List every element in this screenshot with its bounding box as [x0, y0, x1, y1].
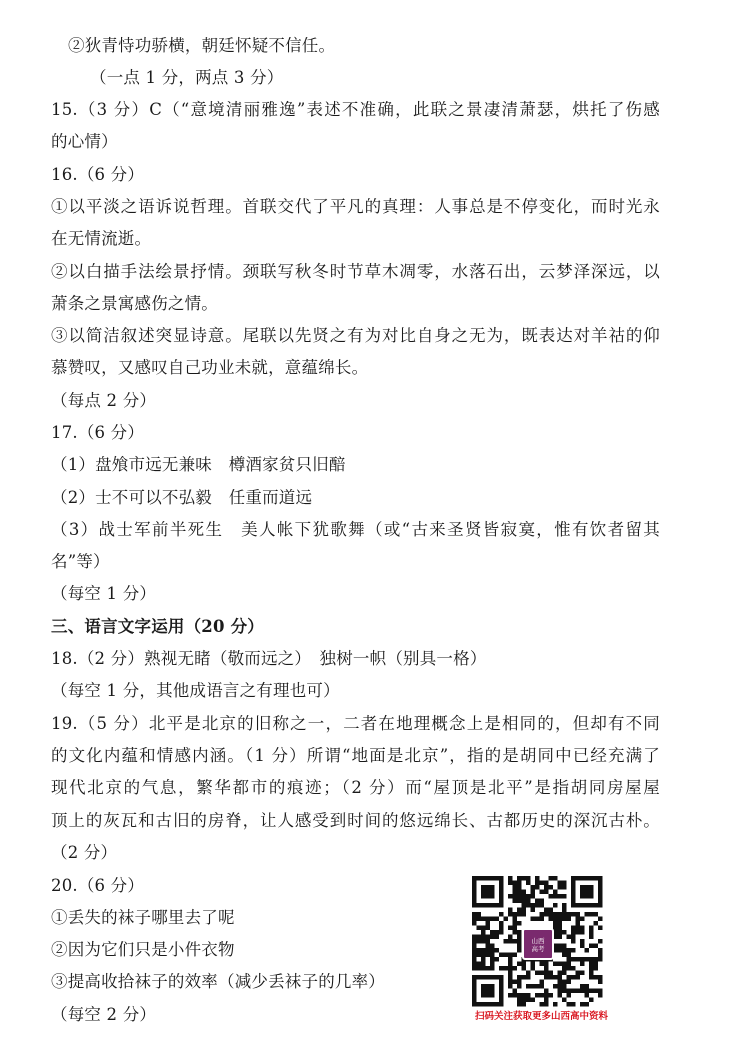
qr-logo-line-1: 山西: [531, 937, 545, 945]
text-line-25: 顶上的灰瓦和古旧的房脊，让人感受到时间的悠远绵长、古都历史的深沉古朴。: [51, 811, 660, 830]
qr-caption: 扫码关注获取更多山西高中资料: [474, 1011, 608, 1022]
text-line-9: 萧条之景寓感伤之情。: [51, 294, 218, 313]
text-line-29: ②因为它们只是小件衣物: [51, 940, 235, 959]
text-line-3: 15.（3 分）C（“意境清丽雅逸”表述不准确，此联之景凄清萧瑟，烘托了伤感: [51, 100, 660, 119]
text-line-8: ②以白描手法绘景抒情。颈联写秋冬时节草木凋零，水落石出，云梦泽深远，以: [51, 262, 660, 281]
text-line-4: 的心情）: [51, 132, 118, 151]
text-line-1: ②狄青恃功骄横，朝廷怀疑不信任。: [68, 36, 336, 55]
text-line-2: （一点 1 分，两点 3 分）: [90, 68, 284, 87]
text-line-21: （每空 1 分，其他成语言之有理也可）: [51, 681, 340, 700]
text-line-18: （每空 1 分）: [51, 584, 157, 603]
section-heading: 三、语言文字运用（20 分）: [51, 617, 265, 636]
text-line-14: （1）盘飧市远无兼味 樽酒家贫只旧醅: [51, 455, 346, 474]
qr-logo-icon: [522, 928, 554, 960]
text-line-17: 名”等）: [51, 552, 110, 571]
text-line-11: 慕赞叹，又感叹自己功业未就，意蕴绵长。: [51, 358, 369, 377]
text-line-10: ③以简洁叙述突显诗意。尾联以先贤之有为对比自身之无为，既表达对羊祜的仰: [51, 326, 660, 345]
text-line-6: ①以平淡之语诉说哲理。首联交代了平凡的真理：人事总是不停变化，而时光永: [51, 197, 660, 216]
text-line-30: ③提高收拾袜子的效率（减少丢袜子的几率）: [51, 972, 385, 991]
text-line-27: 20.（6 分）: [51, 876, 145, 895]
text-line-22: 19.（5 分）北平是北京的旧称之一，二者在地理概念上是相同的，但却有不同: [51, 714, 660, 733]
qr-logo-line-2: 高考: [531, 945, 545, 953]
text-line-23: 的文化内蕴和情感内涵。（1 分）所谓“地面是北京”，指的是胡同中已经充满了: [51, 746, 660, 765]
text-line-20: 18.（2 分）熟视无睹（敬而远之） 独树一帜（别具一格）: [51, 649, 487, 668]
text-line-7: 在无情流逝。: [51, 229, 152, 248]
text-line-5: 16.（6 分）: [51, 165, 145, 184]
text-line-16: （3）战士军前半死生 美人帐下犹歌舞（或“古来圣贤皆寂寞，惟有饮者留其: [51, 520, 660, 539]
text-line-24: 现代北京的气息，繁华都市的痕迹；（2 分）而“屋顶是北平”是指胡同房屋屋: [51, 778, 660, 797]
text-line-15: （2）士不可以不弘毅 任重而道远: [51, 488, 313, 507]
text-line-12: （每点 2 分）: [51, 391, 157, 410]
text-line-13: 17.（6 分）: [51, 423, 145, 442]
text-line-26: （2 分）: [51, 843, 118, 862]
text-line-31: （每空 2 分）: [51, 1005, 157, 1024]
text-line-28: ①丢失的袜子哪里去了呢: [51, 908, 235, 927]
